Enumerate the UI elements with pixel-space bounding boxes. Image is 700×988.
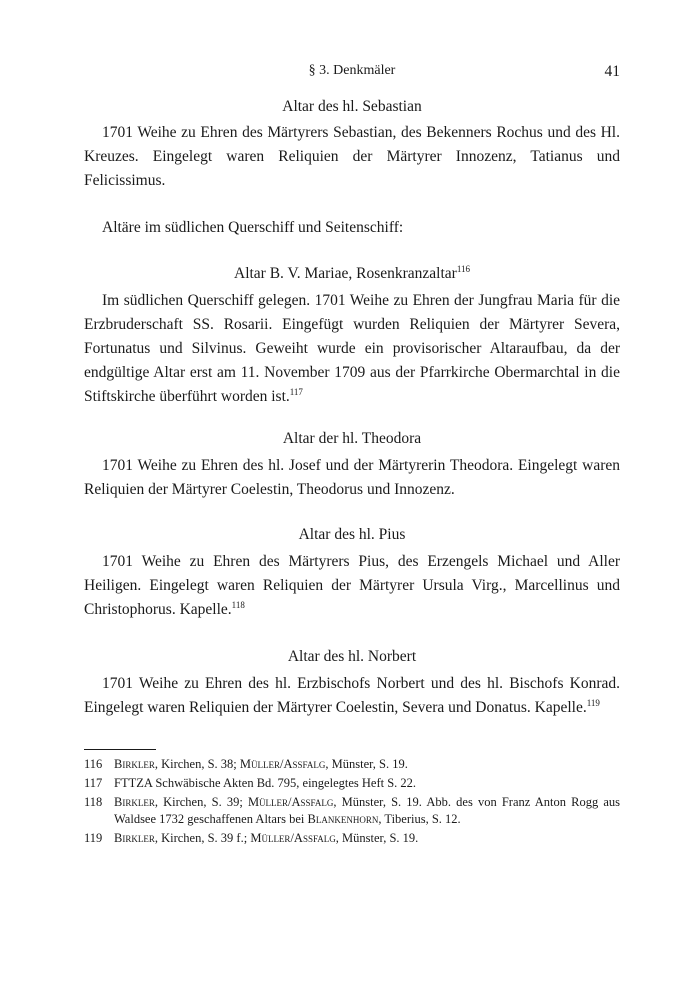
heading-mariae-text: Altar B. V. Mariae, Rosenkranzaltar: [234, 265, 457, 282]
footnote-segment: FTTZA Schwäbische Akten Bd. 795, eingelegtes Heft S. 22.: [114, 776, 417, 790]
footnote-ref-117: 117: [289, 387, 303, 397]
heading-pius: Altar des hl. Pius: [298, 526, 406, 543]
footnote-ref-118: 118: [231, 600, 245, 610]
author-name: Müller/Assfalg: [247, 795, 334, 809]
footnote-divider: [84, 749, 156, 750]
heading-norbert: Altar des hl. Norbert: [287, 648, 417, 665]
author-name: Müller/Assfalg: [239, 757, 326, 771]
footnote-text: [114, 756, 620, 773]
footnote-segment: , Tiberius, S. 12.: [378, 812, 461, 826]
paragraph-pius: [84, 550, 620, 622]
paragraph-pius-text: 1701 Weihe zu Ehren des Märtyrers Pius, des Erzengels Michael und Aller Heiligen. Eingelegt waren Reliquien der Märtyrer Ursula Virg., Marcellinus und Christophorus. Kapelle.: [84, 553, 620, 618]
footnote-number: 117: [84, 776, 103, 790]
footnote-ref-119: 119: [586, 698, 600, 708]
heading-sebastian: Altar des hl. Sebastian: [282, 98, 422, 115]
author-name: Birkler: [114, 795, 155, 809]
footnote-117: [84, 775, 620, 792]
footnote-segment: , Kirchen, S. 38;: [154, 757, 240, 771]
page-number: 41: [604, 63, 620, 80]
paragraph-mariae: [84, 289, 620, 409]
paragraph-theodora: 1701 Weihe zu Ehren des hl. Josef und der Märtyrerin Theodora. Eingelegt waren Reliquien der Märtyrer Coelestin, Theodorus und Innozenz.: [84, 457, 620, 498]
paragraph-norbert-text: 1701 Weihe zu Ehren des hl. Erzbischofs Norbert und des hl. Bischofs Konrad. Eingelegt waren Reliquien der Märtyrer Coelestin, Severa und Donatus. Kapelle.: [84, 675, 620, 716]
footnote-text: [114, 830, 620, 847]
author-name: Birkler: [114, 757, 155, 771]
footnote-segment: , Kirchen, S. 39;: [154, 795, 248, 809]
paragraph-mariae-text: Im südlichen Querschiff gelegen. 1701 Weihe zu Ehren der Jungfrau Maria für die Erzbruderschaft SS. Rosarii. Eingefügt wurden Reliquien der Märtyrer Severa, Fortunatus und Silvinus. Geweiht wurde ein provisorischer Altaraufbau, da der endgültige Altar erst am 11. November 1709 aus der Pfarrkirche Obermarchtal in die Stiftskirche überführt worden ist.: [84, 292, 620, 405]
footnote-segment: , Münster, S. 19. Abb. des von Franz Anton Rogg aus Waldsee 1732 geschaffenen Altars bei: [114, 795, 620, 826]
footnote-number: 116: [84, 757, 103, 771]
footnote-118: [84, 794, 620, 828]
footnote-116: [84, 756, 620, 773]
running-header: [84, 63, 620, 83]
heading-theodora: Altar der hl. Theodora: [282, 430, 422, 447]
footnote-segment: , Münster, S. 19.: [335, 831, 419, 845]
footnote-number: 118: [84, 795, 103, 809]
paragraph-south-intro: Altäre im südlichen Querschiff und Seitenschiff:: [102, 219, 404, 236]
footnote-number: 119: [84, 831, 103, 845]
author-name: Birkler: [114, 831, 155, 845]
footnote-text: [114, 794, 620, 828]
section-title: § 3. Denkmäler: [308, 63, 396, 78]
footnote-segment: , Münster, S. 19.: [325, 757, 408, 771]
paragraph-norbert: [84, 672, 620, 720]
author-name: Müller/Assfalg: [250, 831, 336, 845]
paragraph-sebastian: 1701 Weihe zu Ehren des Märtyrers Sebastian, des Bekenners Rochus und des Hl. Kreuzes. Eingelegt waren Reliquien der Märtyrer Innozenz, Tatianus und Felicissimus.: [84, 124, 620, 189]
footnote-ref-116: 116: [456, 264, 470, 274]
author-name: Blankenhorn: [307, 812, 379, 826]
footnote-segment: , Kirchen, S. 39 f.;: [154, 831, 251, 845]
footnotes: [84, 756, 620, 849]
heading-mariae: [84, 265, 620, 283]
footnote-119: [84, 830, 620, 847]
footnote-text: [114, 775, 620, 792]
